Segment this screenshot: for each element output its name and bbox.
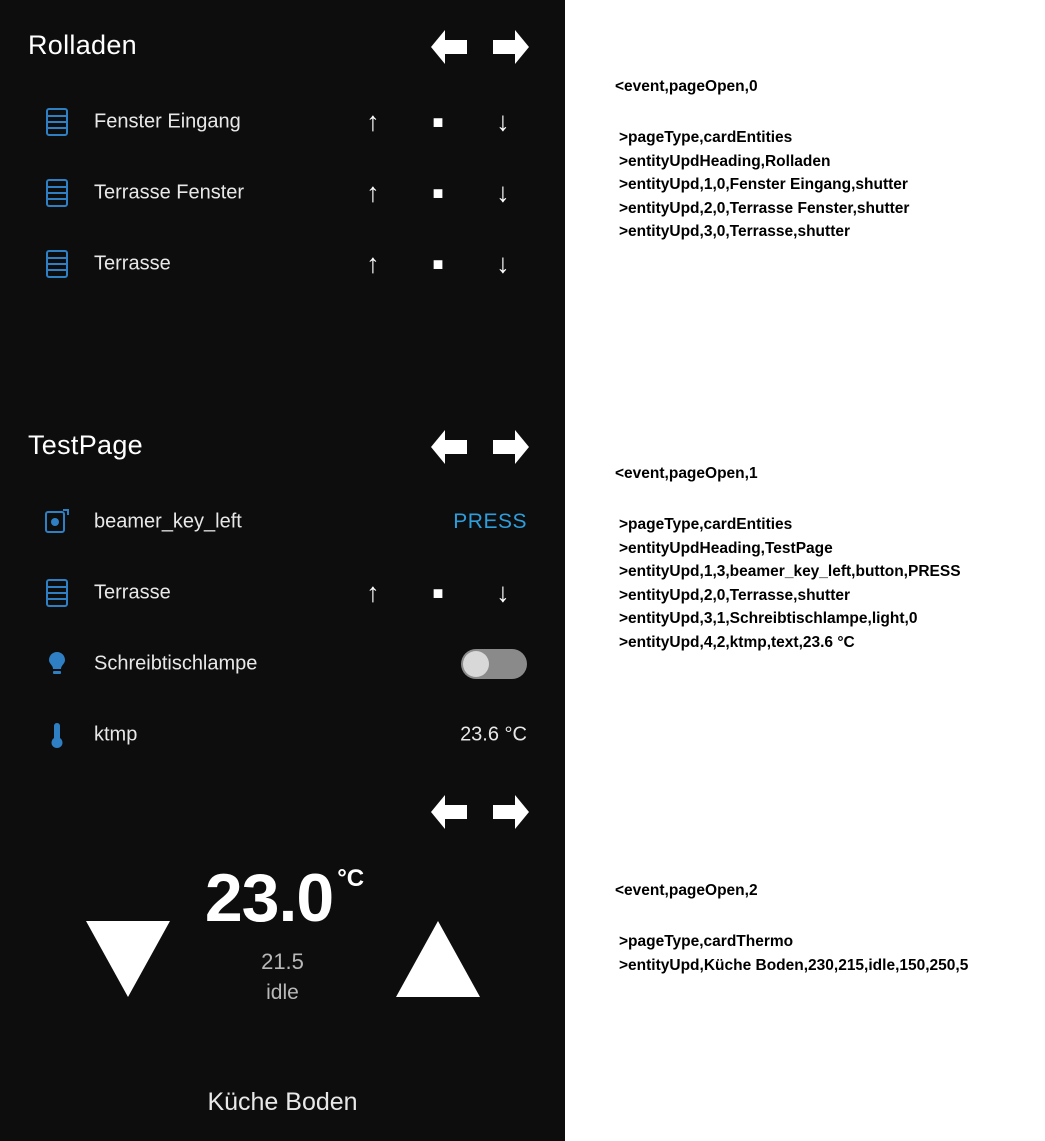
card-title: Rolladen	[28, 30, 137, 60]
shutter-icon	[42, 105, 72, 139]
list-item[interactable]	[0, 86, 565, 157]
status-badge: idle	[266, 981, 299, 1004]
card-title: TestPage	[28, 430, 143, 460]
log-line: >pageType,cardEntities	[619, 516, 793, 533]
arrow-right-icon[interactable]	[489, 791, 535, 833]
log-line: >pageType,cardEntities	[619, 129, 793, 146]
card-header	[0, 400, 565, 486]
shutter-down-button[interactable]: ↓	[496, 177, 510, 207]
log-line: >entityUpd,Küche Boden,230,215,idle,150,250,5	[619, 956, 969, 974]
card-entities-testpage	[0, 400, 565, 765]
log-event-line: <event,pageOpen,2	[615, 882, 758, 899]
card-header	[0, 0, 565, 86]
arrow-left-icon[interactable]	[425, 26, 471, 68]
card-navigation	[425, 791, 541, 833]
shutter-icon	[42, 176, 72, 210]
list-item-label: ktmp	[94, 723, 138, 745]
arrow-right-icon[interactable]	[489, 26, 535, 68]
list-item-label: Terrasse Fenster	[94, 181, 245, 203]
list-item	[0, 699, 565, 770]
thermostat-name: Küche Boden	[207, 1088, 358, 1116]
arrow-right-icon[interactable]	[489, 426, 535, 468]
list-item[interactable]	[0, 486, 565, 557]
thermometer-icon	[42, 718, 72, 752]
serial-log-panel	[565, 0, 1045, 1141]
shutter-controls	[335, 157, 565, 228]
list-item-label: Fenster Eingang	[94, 110, 241, 132]
log-block	[615, 882, 968, 977]
card-navigation	[425, 26, 541, 68]
shutter-controls	[335, 228, 565, 299]
shutter-controls	[335, 86, 565, 157]
shutter-down-button[interactable]: ↓	[496, 106, 510, 136]
list-item-label: Schreibtischlampe	[94, 652, 258, 674]
shutter-up-button[interactable]: ↑	[366, 106, 380, 136]
card-entities-rolladen	[0, 0, 565, 400]
log-line: >entityUpd,1,3,beamer_key_left,button,PRESS	[619, 563, 961, 581]
log-event-line: <event,pageOpen,1	[615, 465, 758, 482]
log-line: >entityUpd,3,0,Terrasse,shutter	[619, 223, 851, 241]
list-item[interactable]	[0, 557, 565, 628]
shutter-icon	[42, 247, 72, 281]
shutter-controls	[335, 557, 565, 628]
log-line: >pageType,cardThermo	[619, 933, 794, 950]
card-thermo	[0, 765, 565, 1141]
current-temperature-value: 23.0	[204, 860, 334, 936]
list-item[interactable]	[0, 157, 565, 228]
log-event-line: <event,pageOpen,0	[615, 78, 758, 95]
log-block	[615, 78, 909, 244]
log-line: >entityUpd,3,1,Schreibtischlampe,light,0	[619, 610, 918, 628]
shutter-icon	[42, 576, 72, 610]
shutter-stop-button[interactable]: ■	[432, 582, 444, 603]
log-line: >entityUpd,1,0,Fenster Eingang,shutter	[619, 176, 908, 194]
target-temperature: 21.5	[261, 949, 304, 974]
shutter-up-button[interactable]: ↑	[366, 248, 380, 278]
sensor-value: 23.6 °C	[460, 723, 527, 745]
shutter-stop-button[interactable]: ■	[432, 253, 444, 274]
list-item-label: Terrasse	[94, 252, 171, 274]
log-line: >entityUpd,2,0,Terrasse Fenster,shutter	[619, 199, 910, 217]
bulb-icon	[42, 647, 72, 681]
toggle-knob	[463, 651, 489, 677]
card-header	[0, 765, 565, 841]
list-item[interactable]	[0, 228, 565, 299]
light-toggle[interactable]	[461, 649, 527, 679]
log-line: >entityUpdHeading,TestPage	[619, 539, 833, 557]
arrow-left-icon[interactable]	[425, 426, 471, 468]
list-item-label: Terrasse	[94, 581, 171, 603]
log-line: >entityUpd,4,2,ktmp,text,23.6 °C	[619, 633, 855, 651]
log-line: >entityUpdHeading,Rolladen	[619, 152, 831, 170]
button-icon	[42, 505, 72, 539]
shutter-down-button[interactable]: ↓	[496, 248, 510, 278]
list-item[interactable]	[0, 628, 565, 699]
shutter-stop-button[interactable]: ■	[432, 182, 444, 203]
temperature-unit: °C	[337, 865, 365, 892]
log-block	[615, 465, 961, 654]
current-temperature	[0, 859, 565, 937]
card-navigation	[425, 426, 541, 468]
list-item-label: beamer_key_left	[94, 510, 242, 532]
shutter-down-button[interactable]: ↓	[496, 577, 510, 607]
log-line: >entityUpd,2,0,Terrasse,shutter	[619, 586, 851, 604]
press-button[interactable]: PRESS	[453, 509, 527, 533]
shutter-up-button[interactable]: ↑	[366, 577, 380, 607]
shutter-up-button[interactable]: ↑	[366, 177, 380, 207]
shutter-stop-button[interactable]: ■	[432, 111, 444, 132]
arrow-left-icon[interactable]	[425, 791, 471, 833]
